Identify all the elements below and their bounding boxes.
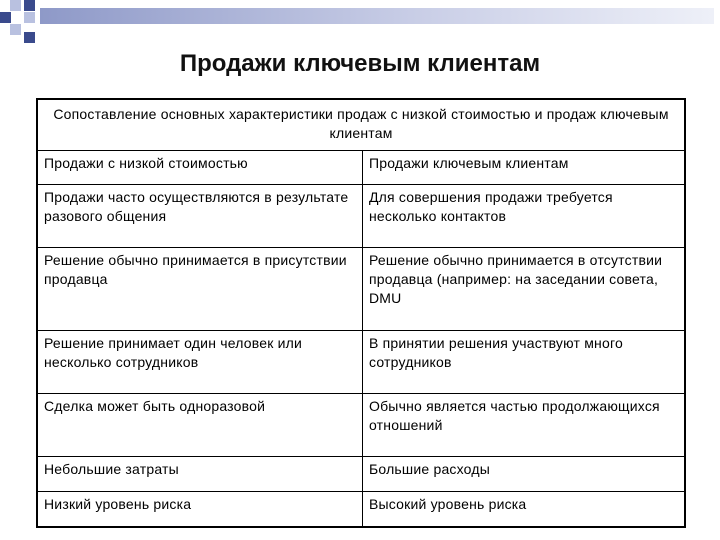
table-row [37,492,685,528]
table-row [37,394,685,457]
deco-square [10,24,21,35]
deco-square [24,32,35,43]
table-caption: Сопоставление основных характеристики продаж с низкой стоимостью и продаж ключевым клиентам [37,99,685,151]
column-header-low-cost: Продажи с низкой стоимостью [37,151,363,185]
table-row [37,248,685,331]
table-cell: Низкий уровень риска [37,492,363,528]
caption-row [37,99,685,151]
comparison-table [36,98,686,528]
column-header-key-accounts: Продажи ключевым клиентам [363,151,686,185]
table-cell: Сделка может быть одноразовой [37,394,363,457]
table-cell: Небольшие затраты [37,457,363,492]
table-cell: В принятии решения участвуют много сотрудников [363,331,686,394]
header-row [37,151,685,185]
deco-square [0,12,11,23]
table-cell: Решение обычно принимается в присутствии продавца [37,248,363,331]
deco-square [24,0,35,11]
table-cell: Для совершения продажи требуется несколько контактов [363,185,686,248]
table-cell: Решение принимает один человек или несколько сотрудников [37,331,363,394]
table-row [37,185,685,248]
table-cell: Большие расходы [363,457,686,492]
table-cell: Решение обычно принимается в отсутствии продавца (например: на заседании совета, DMU [363,248,686,331]
table-cell: Продажи часто осуществляются в результате разового общения [37,185,363,248]
table-row [37,331,685,394]
table-cell: Высокий уровень риска [363,492,686,528]
table-row [37,457,685,492]
deco-square [24,12,35,23]
header-gradient-bar [40,8,714,24]
page-title: Продажи ключевым клиентам [179,50,541,77]
table-cell: Обычно является частью продолжающихся отношений [363,394,686,457]
comparison-table-container [36,98,686,528]
deco-square [10,0,21,11]
